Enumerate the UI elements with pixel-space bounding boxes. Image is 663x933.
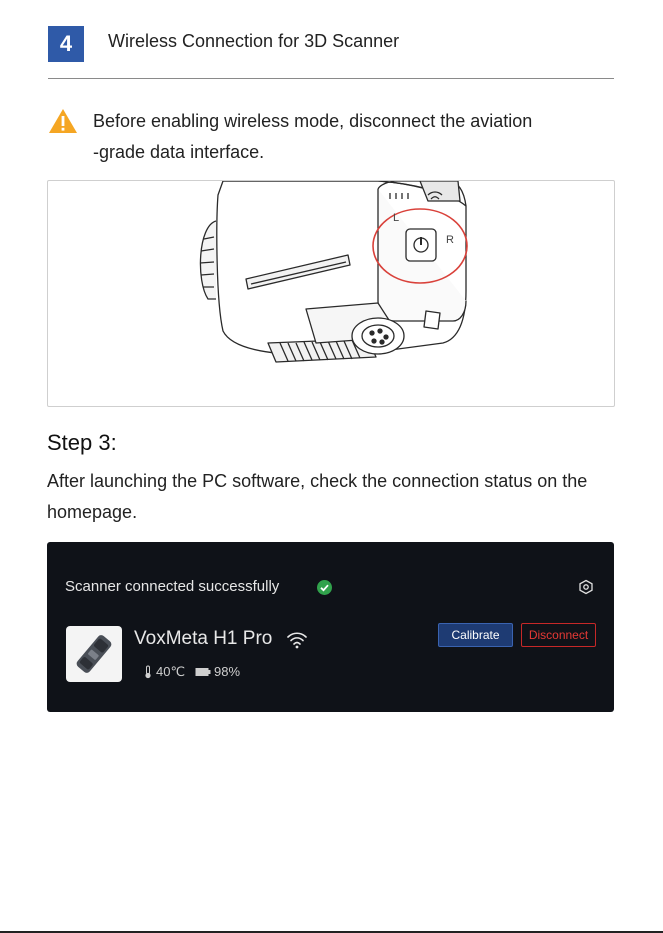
temperature-value: 40℃: [156, 664, 186, 679]
scanner-illustration: [47, 180, 615, 407]
device-thumbnail: [66, 626, 122, 682]
step-text: [47, 466, 613, 528]
section-title: Wireless Connection for 3D Scanner: [108, 31, 400, 51]
software-homepage-panel: [47, 542, 614, 712]
scanner-device-icon: [66, 626, 122, 682]
check-circle-icon: [317, 580, 332, 595]
step-line-2: homepage.: [47, 502, 138, 522]
thermometer-icon: [143, 665, 153, 679]
battery-readout: [195, 664, 240, 679]
step-line-1: After launching the PC software, check the connection status on the: [47, 471, 588, 491]
battery-value: 98%: [214, 664, 241, 679]
wifi-icon: [286, 631, 308, 649]
calibrate-button[interactable]: Calibrate: [438, 623, 513, 647]
settings-hexagon-icon[interactable]: [578, 579, 594, 595]
section-number-badge: 4: [48, 26, 84, 62]
warning-line-2: -grade data interface.: [93, 142, 265, 162]
warning-line-1: Before enabling wireless mode, disconnect the aviation: [93, 111, 533, 131]
warning-triangle-icon: [48, 108, 78, 134]
device-name: VoxMeta H1 Pro: [134, 628, 273, 649]
step-heading: Step 3:: [47, 430, 117, 455]
warning-text: [93, 106, 603, 168]
temperature-readout: [143, 664, 185, 680]
figure-label-right: R: [446, 234, 454, 246]
section-divider: [48, 78, 614, 79]
figure-label-left: L: [393, 212, 400, 224]
battery-icon: [195, 667, 211, 677]
connection-status-text: Scanner connected successfully: [65, 578, 280, 595]
disconnect-button[interactable]: Disconnect: [521, 623, 596, 647]
scanner-drawing: [48, 181, 614, 406]
